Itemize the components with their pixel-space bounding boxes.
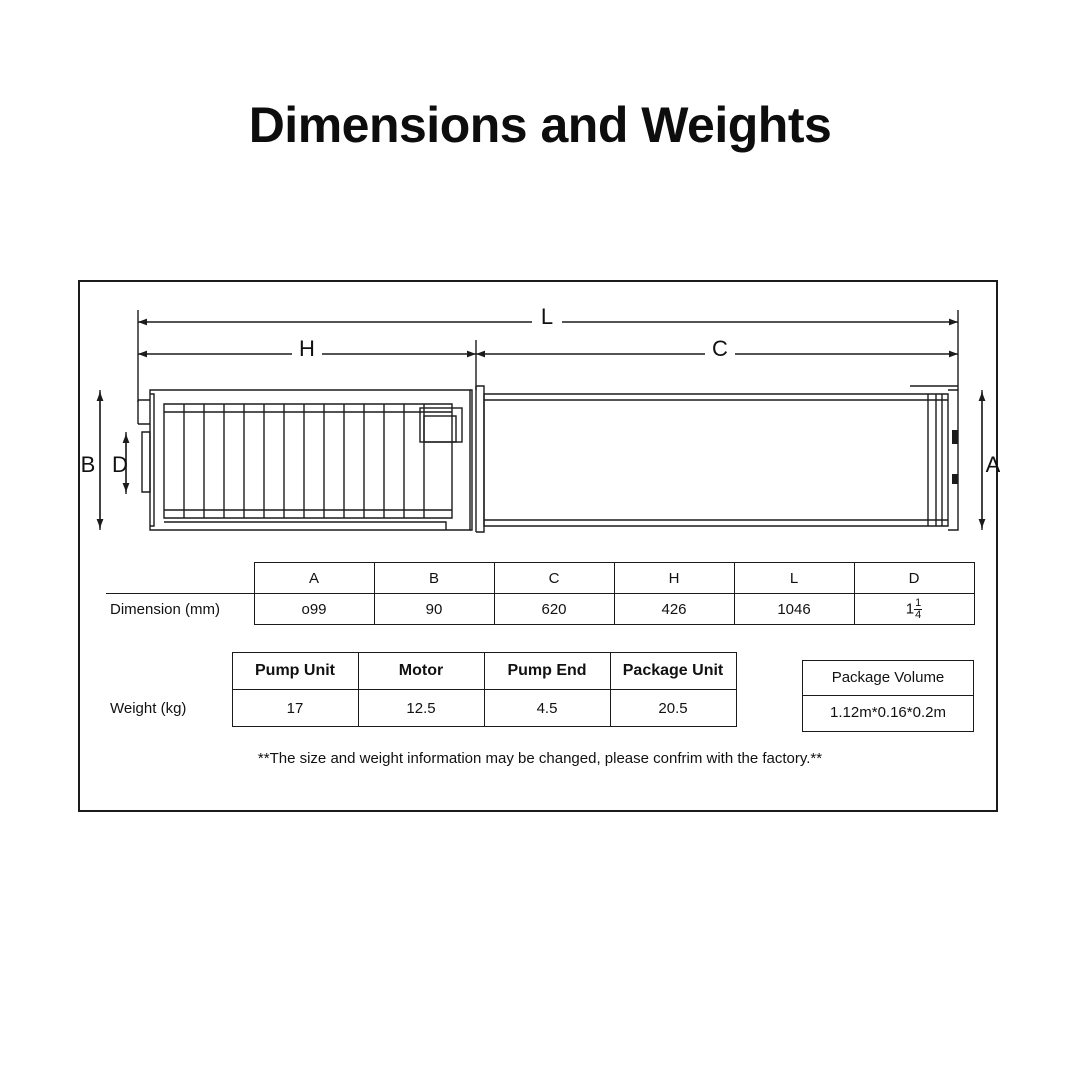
dimension-value-D-whole: 1: [905, 599, 915, 617]
dimension-value-L: 1046: [734, 594, 854, 625]
weight-table-corner: [106, 653, 232, 690]
package-volume-box: [802, 660, 974, 732]
package-volume-header: Package Volume: [802, 660, 974, 696]
dim-label-L: L: [540, 304, 554, 329]
weight-col-pump-end: Pump End: [484, 653, 610, 690]
weight-value-pump-end: 4.5: [484, 690, 610, 727]
dimension-col-L: L: [734, 563, 854, 594]
dimension-col-D: D: [854, 563, 974, 594]
weight-table: [106, 652, 737, 727]
disclaimer-note: **The size and weight information may be changed, please confrim with the factory.**: [257, 750, 823, 767]
dimension-value-D: [854, 594, 974, 625]
table-row: [106, 653, 736, 690]
table-row: [106, 594, 974, 625]
dimension-col-H: H: [614, 563, 734, 594]
dimension-col-A: A: [254, 563, 374, 594]
dim-label-B: B: [80, 452, 96, 477]
weight-col-package-unit: Package Unit: [610, 653, 736, 690]
dimension-table-corner: [106, 563, 254, 594]
dimension-value-C: 620: [494, 594, 614, 625]
spec-sheet: [78, 280, 998, 812]
dimension-value-A: o99: [254, 594, 374, 625]
dimension-col-B: B: [374, 563, 494, 594]
weight-col-pump-unit: Pump Unit: [232, 653, 358, 690]
dim-label-H: H: [299, 336, 315, 361]
weight-value-package-unit: 20.5: [610, 690, 736, 727]
dimension-value-H: 426: [614, 594, 734, 625]
page-title: Dimensions and Weights: [248, 97, 832, 153]
weight-value-motor: 12.5: [358, 690, 484, 727]
pump-technical-drawing: [80, 282, 1000, 550]
dimension-row-label: Dimension (mm): [106, 594, 254, 625]
dimension-value-B: 90: [374, 594, 494, 625]
table-row: [106, 563, 974, 594]
table-row: [106, 690, 736, 727]
weight-value-pump-unit: 17: [232, 690, 358, 727]
dim-label-A: A: [985, 452, 1000, 477]
weight-col-motor: Motor: [358, 653, 484, 690]
dimension-value-D-fraction: $\frac{1}{4}$: [915, 596, 922, 621]
dimension-col-C: C: [494, 563, 614, 594]
dim-label-C: C: [712, 336, 728, 361]
package-volume-value: 1.12m*0.16*0.2m: [802, 696, 974, 732]
dimension-table: [106, 562, 975, 625]
weight-row-label: Weight (kg): [106, 690, 232, 727]
dim-label-D: D: [112, 452, 128, 477]
